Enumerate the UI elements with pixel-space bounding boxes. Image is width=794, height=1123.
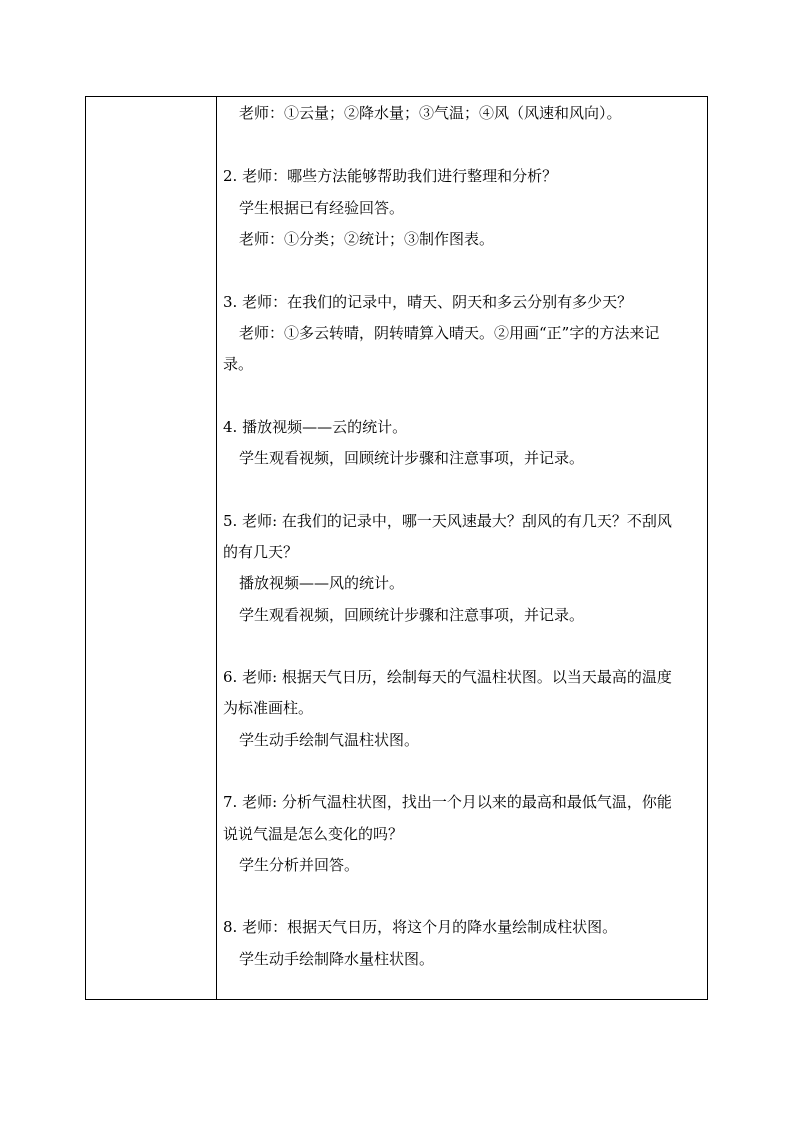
text-line: 播放视频——风的统计。 [239, 574, 405, 592]
text-line: 为标准画柱。 [223, 699, 314, 717]
text-line: 老师：①分类；②统计；③制作图表。 [239, 230, 495, 248]
text-line: 3. 老师：在我们的记录中，晴天、阴天和多云分别有多少天？ [223, 293, 633, 311]
text-line: 2. 老师：哪些方法能够帮助我们进行整理和分析？ [223, 167, 558, 185]
lesson-table [85, 96, 708, 1000]
text-line: 说说气温是怎么变化的吗？ [223, 825, 404, 843]
text-line: 老师：①云量；②降水量；③气温；④风（风速和风向）。 [239, 104, 622, 122]
text-line: 学生动手绘制降水量柱状图。 [239, 950, 435, 968]
text-line: 学生观看视频，回顾统计步骤和注意事项，并记录。 [239, 606, 585, 624]
table-left-cell [86, 97, 217, 999]
text-line: 学生分析并回答。 [239, 856, 360, 874]
text-line: 5. 老师: 在我们的记录中，哪一天风速最大？刮风的有几天？不刮风 [223, 512, 672, 530]
text-line: 老师：①多云转晴，阴转晴算入晴天。②用画“正”字的方法来记 [239, 324, 660, 342]
table-content-cell [217, 97, 707, 999]
text-line: 8. 老师：根据天气日历，将这个月的降水量绘制成柱状图。 [223, 918, 618, 936]
text-line: 7. 老师: 分析气温柱状图，找出一个月以来的最高和最低气温，你能 [223, 793, 672, 811]
text-line: 学生根据已有经验回答。 [239, 199, 405, 217]
text-line: 4. 播放视频——云的统计。 [223, 418, 408, 436]
text-line: 学生动手绘制气温柱状图。 [239, 731, 420, 749]
text-line: 的有几天？ [223, 543, 299, 561]
text-line: 6. 老师: 根据天气日历，绘制每天的气温柱状图。以当天最高的温度 [223, 668, 672, 686]
text-line: 录。 [223, 355, 254, 373]
text-line: 学生观看视频，回顾统计步骤和注意事项，并记录。 [239, 449, 585, 467]
